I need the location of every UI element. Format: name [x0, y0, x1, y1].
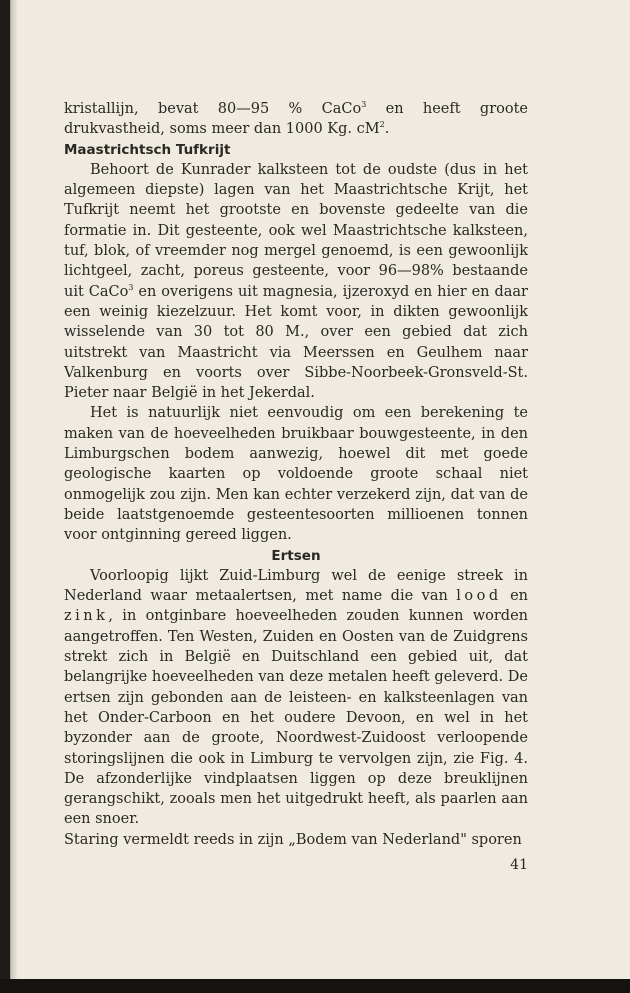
paragraph-5: Staring vermeldt reeds in zijn „Bodem van Nederland" sporen: [64, 831, 522, 848]
page-body: [64, 99, 528, 850]
heading-ertsen: Ertsen: [271, 547, 321, 564]
heading-tufkrijt: Maastrichtsch Tufkrijt: [64, 141, 231, 158]
word-zink: zink: [64, 608, 109, 625]
page-number: 41: [510, 857, 528, 873]
paragraph-2: Behoort de Kunrader kalksteen tot de oudste (dus in het algemeen diepste) lagen van het Maastrichtsche Krijt, het Tufkrijt neemt het grootste en bovenste gedeelte van die formatie in. Dit gesteente, ook wel Maastrichtsche kalksteen, tuf, blok, of vreemder nog mergel genoemd, is een gewoonlijk lichtgeel, zacht, poreus gesteente, voor 96—98% bestaande uit CaCo$^3$ en overigens uit magnesia, ijzeroxyd en hier en daar een weinig kiezelzuur. Het komt voor, in dikten gewoonlijk wisselende van 30 tot 80 M., over een gebied dat zich uitstrekt van Maastricht via Meerssen en Geulhem naar Valkenburg en voorts over Sibbe-Noorbeek-Gronsveld-St. Pieter naar België in het Jekerdal.: [64, 161, 528, 402]
paragraph-4: Voorloopig lijkt Zuid-Limburg wel de eenige streek in Nederland waar metaalertsen, met name die van lood en zink, in ontginbare hoeveelheden zouden kunnen worden aangetroffen. Ten Westen, Zuiden en Oosten van de Zuidgrens strekt zich in België en Duitschland een gebied uit, dat belangrijke hoeveelheden van deze metalen heeft geleverd. De ertsen zijn gebonden aan de leisteen- en kalksteenlagen van het Onder-Carboon en het oudere Devoon, en wel in het byzonder aan de groote, Noordwest-Zuidoost verloopende storingslijnen die ook in Limburg te vervolgen zijn, zie Fig. 4. De afzonderlijke vindplaatsen liggen op deze breuklijnen gerangschikt, zooals men het uitgedrukt heeft, als paarlen aan een snoer.: [64, 567, 529, 828]
scan-border: [0, 979, 630, 993]
word-lood: lood: [456, 588, 502, 605]
paragraph-1: kristallijn, bevat 80—95 % CaCo$^3$ en heeft groote drukvastheid, soms meer dan 1000 Kg. $cM^2$.: [64, 100, 528, 138]
paragraph-3: Het is natuurlijk niet eenvoudig om een berekening te maken van de hoeveelheden bruikbaar bouwgesteente, in den Limburgschen bodem aanwezig, hoewel dit met goede geologische kaarten op voldoende groote schaal niet onmogelijk zou zijn. Men kan echter verzekerd zijn, dat van de beide laatstgenoemde gesteentesoorten millioenen tonnen voor ontginning gereed liggen.: [64, 405, 528, 544]
page-edge-shadow: [10, 0, 18, 979]
